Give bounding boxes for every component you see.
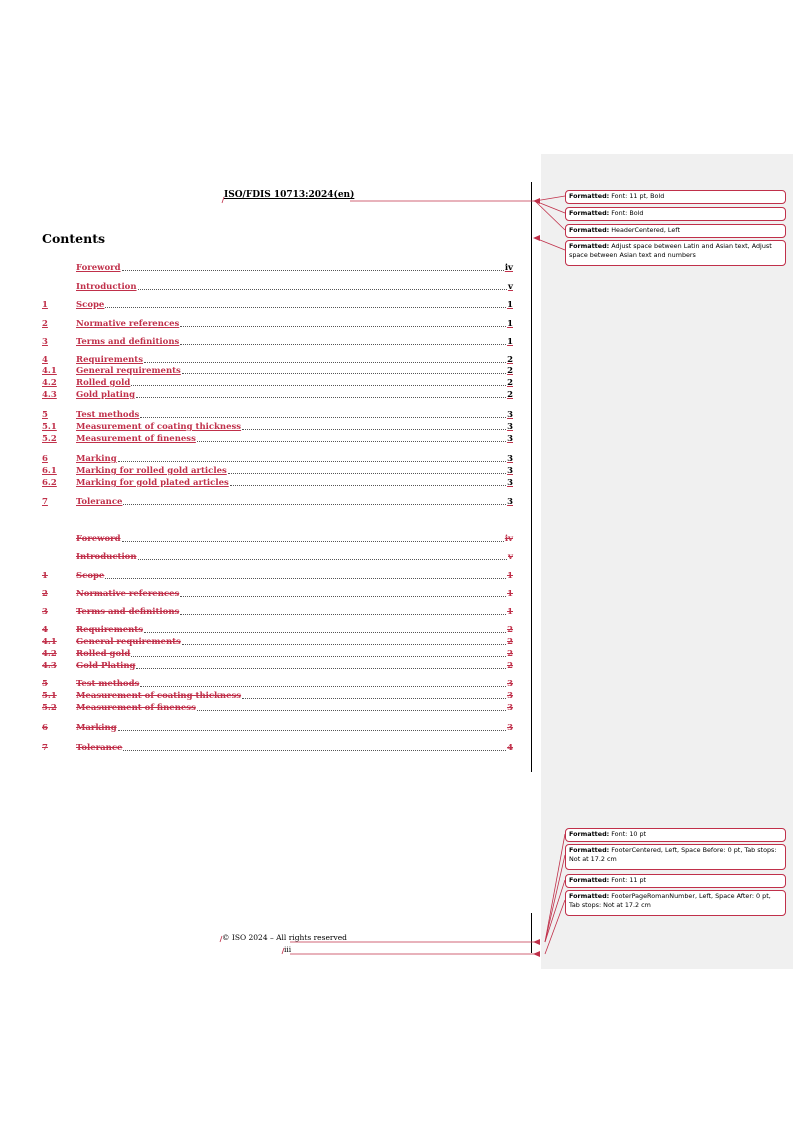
toc-dot-leader (228, 473, 506, 474)
toc-entry-title: Rolled gold (76, 378, 131, 388)
toc-entry-number: 2 (42, 319, 48, 329)
toc-entry[interactable] (42, 317, 513, 329)
formatting-comment[interactable] (565, 224, 786, 238)
toc-entry-title: Test methods (76, 679, 140, 689)
formatting-comment[interactable] (565, 890, 786, 916)
toc-deleted-entry[interactable] (42, 605, 513, 617)
toc-dot-leader (131, 656, 506, 657)
comment-text: Font: 11 pt, Bold (609, 192, 665, 200)
toc-dot-leader (180, 614, 506, 615)
toc-deleted-entry[interactable] (42, 701, 513, 713)
toc-deleted-entry[interactable] (42, 550, 513, 562)
toc-entry-page: 2 (507, 637, 513, 647)
toc-entry-title: Measurement of fineness (76, 434, 196, 444)
toc-deleted-entry[interactable] (42, 569, 513, 581)
toc-entry-page: v (508, 552, 513, 562)
toc-entry-title: Gold Plating (76, 661, 136, 671)
toc-entry-number: 5 (42, 410, 48, 420)
footer-page-number: iii (284, 945, 292, 954)
toc-entry-page: 2 (507, 378, 513, 388)
toc-entry-number: 1 (42, 571, 48, 581)
toc-entry-number: 7 (42, 497, 48, 507)
toc-entry-page: 3 (507, 466, 513, 476)
toc-entry-title: Scope (76, 571, 105, 581)
comment-text: Font: 10 pt (609, 830, 647, 838)
toc-entry-page: 3 (507, 478, 513, 488)
toc-entry-number: 5.2 (42, 434, 57, 444)
toc-entry[interactable] (42, 464, 513, 476)
toc-entry[interactable] (42, 280, 513, 292)
toc-dot-leader (197, 441, 506, 442)
toc-entry-page: 3 (507, 434, 513, 444)
toc-entry-title: Introduction (76, 282, 137, 292)
toc-entry-title: Terms and definitions (76, 607, 180, 617)
toc-entry-page: 1 (507, 300, 513, 310)
toc-entry-number: 6 (42, 454, 48, 464)
toc-entry-page: 1 (507, 319, 513, 329)
toc-entry-page: iv (504, 263, 513, 273)
formatting-comment[interactable] (565, 844, 786, 870)
toc-entry-page: 2 (507, 625, 513, 635)
toc-entry[interactable] (42, 335, 513, 347)
comment-label: Formatted: (569, 892, 610, 900)
toc-entry[interactable] (42, 364, 513, 376)
comment-label: Formatted: (569, 830, 610, 838)
toc-entry-page: 1 (507, 337, 513, 347)
toc-dot-leader (136, 668, 506, 669)
toc-entry[interactable] (42, 298, 513, 310)
comment-text: Font: Bold (609, 209, 644, 217)
toc-dot-leader (144, 362, 506, 363)
toc-entry-page: 2 (507, 649, 513, 659)
toc-entry-number: 4.1 (42, 366, 57, 376)
toc-dot-leader (140, 417, 506, 418)
toc-entry[interactable] (42, 420, 513, 432)
toc-deleted-entry[interactable] (42, 741, 513, 753)
formatting-comment[interactable] (565, 207, 786, 221)
change-bar (531, 182, 532, 772)
toc-entry-title: Foreword (76, 263, 121, 273)
toc-entry-page: v (508, 282, 513, 292)
toc-entry-number: 6.2 (42, 478, 57, 488)
toc-dot-leader (180, 344, 506, 345)
connector-arrow-icon (533, 951, 540, 957)
toc-entry-title: Requirements (76, 355, 144, 365)
toc-dot-leader (182, 644, 506, 645)
comment-text: FooterCentered, Left, Space Before: 0 pt, Tab stops: Not at 17.2 cm (569, 846, 777, 863)
toc-dot-leader (105, 578, 506, 579)
comment-label: Formatted: (569, 192, 610, 200)
toc-entry-number: 5.1 (42, 691, 57, 701)
toc-entry-number: 1 (42, 300, 48, 310)
toc-deleted-entry[interactable] (42, 647, 513, 659)
toc-dot-leader (136, 397, 506, 398)
comment-label: Formatted: (569, 846, 610, 854)
toc-dot-leader (131, 385, 506, 386)
toc-entry-page: 1 (507, 607, 513, 617)
toc-entry-number: 4.2 (42, 378, 57, 388)
toc-deleted-entry[interactable] (42, 677, 513, 689)
toc-entry[interactable] (42, 476, 513, 488)
toc-dot-leader (138, 559, 508, 560)
toc-deleted-entry[interactable] (42, 532, 513, 544)
connector-arrow-icon (533, 235, 540, 241)
comment-text: Adjust space between Latin and Asian text, Adjust space between Asian text and numbers (569, 242, 772, 259)
toc-dot-leader (242, 429, 506, 430)
toc-entry-title: Terms and definitions (76, 337, 180, 347)
toc-entry-title: Scope (76, 300, 105, 310)
document-header-title: ISO/FDIS 10713:2024(en) (224, 190, 355, 200)
toc-entry-number: 7 (42, 743, 48, 753)
toc-entry-number: 4.1 (42, 637, 57, 647)
toc-entry-title: Measurement of coating thickness (76, 422, 242, 432)
toc-entry-number: 4.3 (42, 390, 57, 400)
toc-entry-number: 6.1 (42, 466, 57, 476)
toc-dot-leader (105, 307, 506, 308)
toc-entry-title: Rolled gold (76, 649, 131, 659)
toc-entry-page: 4 (507, 743, 513, 753)
toc-dot-leader (118, 461, 506, 462)
toc-entry-number: 5.2 (42, 703, 57, 713)
toc-dot-leader (242, 698, 506, 699)
toc-entry-title: Introduction (76, 552, 137, 562)
connector-arrow-icon (533, 198, 540, 204)
toc-entry-page: 2 (507, 661, 513, 671)
toc-entry-page: 3 (507, 679, 513, 689)
toc-deleted-entry[interactable] (42, 689, 513, 701)
toc-entry-number: 4 (42, 625, 48, 635)
toc-dot-leader (123, 504, 506, 505)
comment-label: Formatted: (569, 226, 610, 234)
toc-deleted-entry[interactable] (42, 587, 513, 599)
toc-entry-page: 2 (507, 366, 513, 376)
toc-entry-page: 1 (507, 589, 513, 599)
toc-dot-leader (180, 596, 506, 597)
toc-entry-title: Measurement of coating thickness (76, 691, 242, 701)
toc-entry-page: 3 (507, 422, 513, 432)
toc-entry-title: Measurement of fineness (76, 703, 196, 713)
toc-entry-title: Marking for gold plated articles (76, 478, 229, 488)
toc-entry-title: General requirements (76, 366, 181, 376)
toc-deleted-entry[interactable] (42, 623, 513, 635)
toc-dot-leader (122, 270, 504, 271)
comment-text: FooterPageRomanNumber, Left, Space After: 0 pt, Tab stops: Not at 17.2 cm (569, 892, 771, 909)
toc-dot-leader (197, 710, 506, 711)
toc-entry[interactable] (42, 388, 513, 400)
toc-entry[interactable] (42, 495, 513, 507)
toc-entry-title: Gold plating (76, 390, 136, 400)
comment-label: Formatted: (569, 242, 610, 250)
toc-entry-title: General requirements (76, 637, 181, 647)
comment-text: HeaderCentered, Left (609, 226, 680, 234)
toc-entry-number: 6 (42, 723, 48, 733)
toc-entry-title: Marking (76, 723, 117, 733)
toc-entry-number: 5.1 (42, 422, 57, 432)
toc-entry-title: Test methods (76, 410, 140, 420)
comment-label: Formatted: (569, 876, 610, 884)
toc-dot-leader (230, 485, 506, 486)
toc-entry[interactable] (42, 261, 513, 273)
toc-dot-leader (182, 373, 506, 374)
toc-entry-page: 3 (507, 410, 513, 420)
comment-text: Font: 11 pt (609, 876, 647, 884)
toc-entry[interactable] (42, 432, 513, 444)
toc-deleted-entry[interactable] (42, 659, 513, 671)
toc-dot-leader (140, 686, 506, 687)
formatting-comment[interactable] (565, 828, 786, 842)
toc-entry[interactable] (42, 452, 513, 464)
toc-entry-page: 3 (507, 703, 513, 713)
toc-dot-leader (144, 632, 506, 633)
toc-entry-title: Marking for rolled gold articles (76, 466, 227, 476)
toc-dot-leader (138, 289, 508, 290)
comment-label: Formatted: (569, 209, 610, 217)
toc-entry-number: 4.2 (42, 649, 57, 659)
toc-entry-number: 4.3 (42, 661, 57, 671)
toc-entry-title: Foreword (76, 534, 121, 544)
toc-dot-leader (122, 541, 504, 542)
contents-heading: Contents (42, 231, 106, 246)
toc-entry-page: 3 (507, 497, 513, 507)
toc-entry-page: 3 (507, 454, 513, 464)
toc-entry-number: 3 (42, 607, 48, 617)
toc-dot-leader (180, 326, 506, 327)
connector-arrow-icon (533, 939, 540, 945)
toc-entry-page: 2 (507, 390, 513, 400)
footer-copyright: © ISO 2024 – All rights reserved (222, 933, 347, 942)
toc-entry-title: Tolerance (76, 743, 123, 753)
toc-entry-page: iv (504, 534, 513, 544)
toc-entry-number: 2 (42, 589, 48, 599)
toc-entry-number: 5 (42, 679, 48, 689)
toc-dot-leader (123, 750, 506, 751)
change-bar-footer (531, 913, 532, 953)
formatting-comment[interactable] (565, 874, 786, 888)
toc-entry-title: Tolerance (76, 497, 123, 507)
toc-deleted-entry[interactable] (42, 635, 513, 647)
toc-entry-page: 2 (507, 355, 513, 365)
toc-entry-page: 3 (507, 691, 513, 701)
toc-entry[interactable] (42, 408, 513, 420)
toc-entry-page: 1 (507, 571, 513, 581)
toc-entry-title: Marking (76, 454, 117, 464)
formatting-comment[interactable] (565, 190, 786, 204)
toc-dot-leader (118, 730, 506, 731)
toc-deleted-entry[interactable] (42, 721, 513, 733)
toc-entry-title: Normative references (76, 319, 180, 329)
toc-entry-number: 3 (42, 337, 48, 347)
formatting-comment[interactable] (565, 240, 786, 266)
toc-entry-title: Normative references (76, 589, 180, 599)
toc-entry-title: Requirements (76, 625, 144, 635)
toc-entry[interactable] (42, 376, 513, 388)
toc-entry-page: 3 (507, 723, 513, 733)
toc-entry-number: 4 (42, 355, 48, 365)
